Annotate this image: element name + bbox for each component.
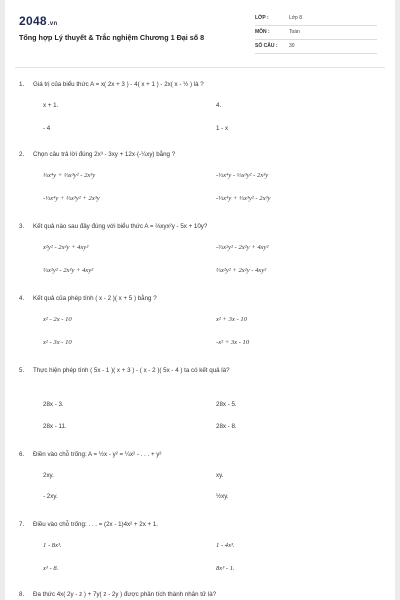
- answer-option[interactable]: ⅔x²y² - 2x²y + 4xy²: [43, 267, 94, 274]
- answer-option[interactable]: x² - 3x - 10: [43, 339, 72, 346]
- question-4: 4. Kết quả của phép tính ( x - 2 )( x + 5 ) bằng ? x² - 2x - 10 x² + 3x - 10 x² - 3x - 10 -x² + 3x - 10: [19, 294, 381, 303]
- meta-class: LỚP : Lớp 8: [255, 12, 377, 26]
- answer-option[interactable]: -⅓x⁴y + ⅓x³y² - 2x³y: [216, 195, 271, 202]
- question-8: 8. Đa thức 4x( 2y - z ) + 7y( z - 2y ) được phân tích thành nhân tử là?: [19, 590, 381, 599]
- answer-option[interactable]: 28x - 5.: [216, 401, 237, 408]
- header-divider: [15, 67, 385, 68]
- question-text: Điền vào chỗ trống: A = ½x - y² = ¼x² - . . . + y²: [33, 451, 162, 458]
- answer-option[interactable]: x² - 2x - 10: [43, 316, 72, 323]
- question-text: Điều vào chỗ trống: . . . = (2x - 1)4x² + 2x + 1.: [33, 521, 159, 528]
- answer-option[interactable]: -⅔x²y² - 2x²y + 4xy²: [216, 244, 269, 251]
- answer-option[interactable]: 4.: [216, 102, 222, 109]
- answer-option[interactable]: -⅓x⁴y + ⅓x³y² + 2x³y: [43, 195, 100, 202]
- question-7: 7. Điều vào chỗ trống: . . . = (2x - 1)4x² + 2x + 1. 1 - 8x³. 1 - 4x³. x³ - 8. 8x³ - 1.: [19, 520, 381, 529]
- answer-option[interactable]: - 2xy.: [43, 493, 58, 500]
- quiz-header: [5, 0, 395, 62]
- quiz-meta: [255, 12, 377, 54]
- question-text: Kết quả của phép tính ( x - 2 )( x + 5 ) bằng ?: [33, 295, 157, 302]
- question-5: 5. Thực hiện phép tính ( 5x - 1 )( x + 3 ) - ( x - 2 )( 5x - 4 ) ta có kết quả là? 28x - 3. 28x - 5. 28x - 11. 28x - 8.: [19, 366, 381, 375]
- question-text: Đa thức 4x( 2y - z ) + 7y( z - 2y ) được phân tích thành nhân tử là?: [33, 591, 217, 598]
- meta-count: SỐ CÂU : 30: [255, 40, 377, 54]
- question-text: Thực hiện phép tính ( 5x - 1 )( x + 3 ) - ( x - 2 )( 5x - 4 ) ta có kết quả là?: [33, 367, 230, 374]
- question-text: Kết quả nào sau đây đúng với biểu thức A = ⅔xyx²y - 5x + 10y?: [33, 223, 208, 230]
- question-text: Chọn câu trả lời đúng 2x³ - 3xy + 12x·(-¼xy) bằng ?: [33, 151, 176, 158]
- answer-option[interactable]: - 4: [43, 125, 51, 132]
- question-text: Giá trị của biểu thức A = x( 2x + 3 ) - 4( x + 1 ) - 2x( x - ½ ) là ?: [33, 81, 204, 88]
- answer-option[interactable]: 2xy.: [43, 472, 54, 479]
- answer-option[interactable]: ½xy.: [216, 493, 229, 500]
- question-3: 3. Kết quả nào sau đây đúng với biểu thức A = ⅔xyx²y - 5x + 10y? x²y² - 2x²y + 4xy² -⅔x²y² - 2x²y + 4xy² ⅔x²y² - 2x²y + 4xy² ⅔x²y² + 2x²y - 4xy²: [19, 222, 381, 231]
- answer-option[interactable]: x² + 3x - 10: [216, 316, 247, 323]
- quiz-sheet: [5, 0, 395, 600]
- brand-logo[interactable]: 2048.vn: [19, 14, 58, 28]
- question-2: 2. Chọn câu trả lời đúng 2x³ - 3xy + 12x·(-¼xy) bằng ? ⅓x⁴y + ⅓x³y² - 2x³y -⅓x⁴y - ⅓x³y² - 2x³y -⅓x⁴y + ⅓x³y² + 2x³y -⅓x⁴y + ⅓x³y² - 2x³y: [19, 150, 381, 159]
- question-1: 1. Giá trị của biểu thức A = x( 2x + 3 ) - 4( x + 1 ) - 2x( x - ½ ) là ? x + 1. 4. - 4 1 - x: [19, 80, 381, 89]
- answer-option[interactable]: xy.: [216, 472, 224, 479]
- meta-subject: MÔN : Toán: [255, 26, 377, 40]
- answer-option[interactable]: x + 1.: [43, 102, 59, 109]
- answer-option[interactable]: 8x³ - 1.: [216, 565, 235, 572]
- answer-option[interactable]: 28x - 8.: [216, 423, 237, 430]
- answer-option[interactable]: x³ - 8.: [43, 565, 59, 572]
- answer-option[interactable]: 1 - 8x³.: [43, 542, 62, 549]
- answer-option[interactable]: -⅓x⁴y - ⅓x³y² - 2x³y: [216, 172, 269, 179]
- quiz-title: Tổng hợp Lý thuyết & Trắc nghiệm Chương 1 Đại số 8: [19, 33, 205, 42]
- question-6: 6. Điền vào chỗ trống: A = ½x - y² = ¼x² - . . . + y² 2xy. xy. - 2xy. ½xy.: [19, 450, 381, 459]
- answer-option[interactable]: 1 - 4x³.: [216, 542, 235, 549]
- answer-option[interactable]: 28x - 11.: [43, 423, 67, 430]
- answer-option[interactable]: -x² + 3x - 10: [216, 339, 250, 346]
- answer-option[interactable]: 1 - x: [216, 125, 229, 132]
- answer-option[interactable]: 28x - 3.: [43, 401, 64, 408]
- answer-option[interactable]: x²y² - 2x²y + 4xy²: [43, 244, 89, 251]
- answer-option[interactable]: ⅓x⁴y + ⅓x³y² - 2x³y: [43, 172, 96, 179]
- answer-option[interactable]: ⅔x²y² + 2x²y - 4xy²: [216, 267, 267, 274]
